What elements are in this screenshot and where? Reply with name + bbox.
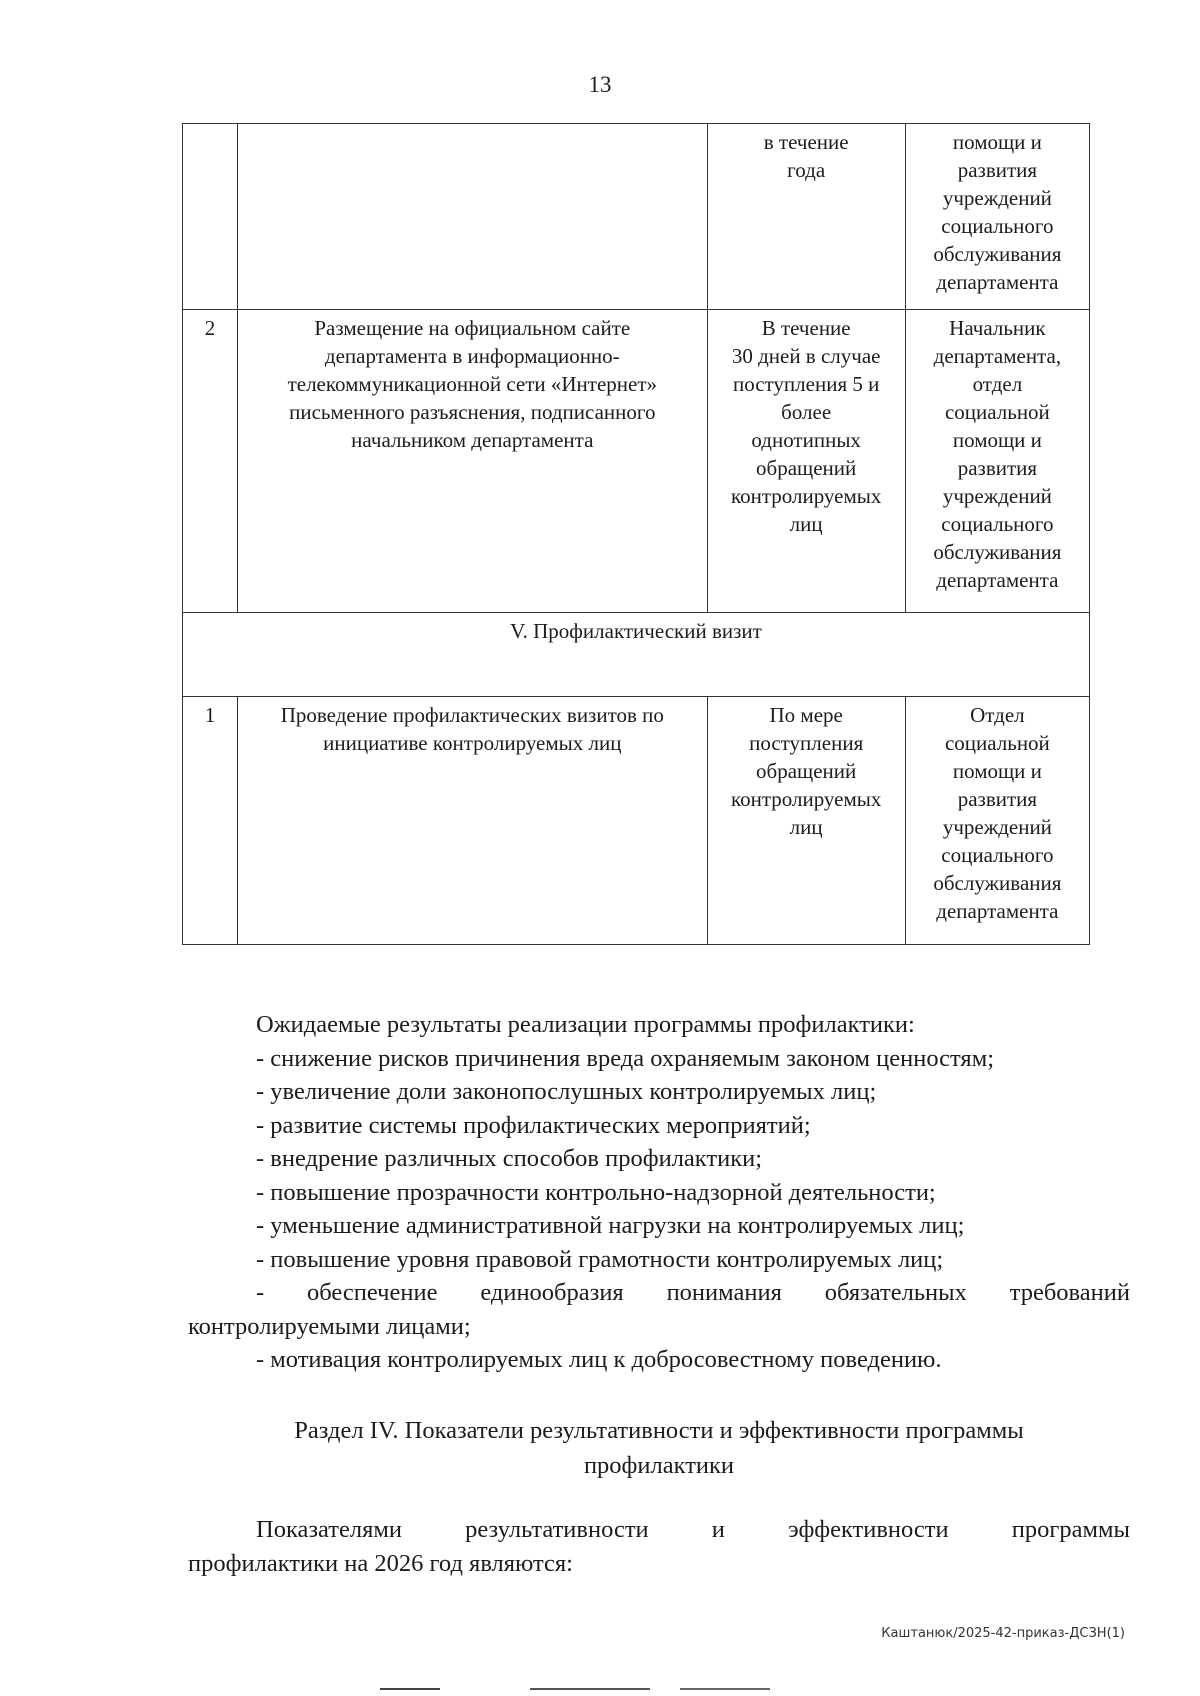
section-heading-line: профилактики (583, 1452, 735, 1479)
responsible-line: социального (941, 214, 1054, 238)
term-line: в течение (763, 130, 849, 154)
responsible-line: социальной (944, 400, 1050, 424)
term-cell (707, 310, 905, 613)
table-row (183, 124, 1090, 310)
list-item: - обеспечение единообразия понимания обязательных требований (256, 1279, 1130, 1306)
term-cell (707, 697, 905, 945)
responsible-line: Начальник (949, 316, 1046, 340)
responsible-line: отдел (972, 372, 1023, 396)
term-line: поступления 5 и (732, 372, 880, 396)
scan-artifact-lines (380, 1688, 860, 1691)
action-line: Проведение профилактических визитов по (280, 703, 664, 727)
section-heading (188, 1413, 1130, 1483)
paragraph-line: Показателями результативности и эффективности программы (256, 1516, 1130, 1543)
term-line: более (781, 400, 832, 424)
document-reference: Каштанюк/2025-42-приказ-ДСЗН(1) (881, 1626, 1125, 1641)
page-number: 13 (588, 72, 612, 97)
responsible-cell (905, 697, 1089, 945)
term-cell (707, 124, 905, 310)
responsible-line: социальной (944, 731, 1050, 755)
term-line: контролируемых (730, 484, 882, 508)
action-line: Размещение на официальном сайте (314, 316, 631, 340)
responsible-line: развития (957, 158, 1038, 182)
responsible-line: департамента (936, 270, 1059, 294)
term-line: однотипных (751, 428, 861, 452)
list-item: - увеличение доли законопослушных контролируемых лиц; (256, 1078, 877, 1105)
term-line: контролируемых (730, 787, 882, 811)
row-number-cell: 1 (183, 697, 238, 945)
row-number-cell (183, 124, 238, 310)
measures-table (182, 123, 1090, 945)
term-line: 30 дней в случае (731, 344, 881, 368)
responsible-line: помощи и (952, 428, 1042, 452)
section-title: V. Профилактический визит (183, 613, 1090, 697)
row-number-cell: 2 (183, 310, 238, 613)
paragraph-line: профилактики на 2026 год являются: (188, 1549, 573, 1577)
action-line: письменного разъяснения, подписанного (289, 400, 656, 424)
responsible-line: учреждений (942, 186, 1052, 210)
action-cell (238, 697, 708, 945)
responsible-line: департамента, (933, 344, 1062, 368)
responsible-line: социального (941, 843, 1054, 867)
list-item: - мотивация контролируемых лиц к добросовестному поведению. (256, 1346, 942, 1373)
responsible-line: развития (957, 456, 1038, 480)
term-line: В течение (761, 316, 851, 340)
responsible-line: обслуживания (933, 242, 1062, 266)
term-line: обращений (756, 759, 857, 783)
term-line: года (787, 158, 826, 182)
action-line: телекоммуникационной сети «Интернет» (287, 372, 658, 396)
responsible-line: развития (957, 787, 1038, 811)
responsible-cell (905, 310, 1089, 613)
term-line: лиц (789, 512, 823, 536)
list-item: - внедрение различных способов профилактики; (256, 1145, 763, 1172)
action-line: начальником департамента (351, 428, 594, 452)
responsible-line: Отдел (970, 703, 1025, 727)
term-line: лиц (789, 815, 823, 839)
responsible-cell (905, 124, 1089, 310)
action-line: инициативе контролируемых лиц (323, 731, 622, 755)
responsible-line: учреждений (942, 815, 1052, 839)
responsible-line: департамента (936, 899, 1059, 923)
results-intro: Ожидаемые результаты реализации программы профилактики: (256, 1011, 915, 1038)
term-line: По мере (769, 703, 843, 727)
responsible-line: помощи и (952, 759, 1042, 783)
indicators-paragraph (188, 1513, 1130, 1580)
section-row (183, 613, 1090, 697)
list-item: - снижение рисков причинения вреда охраняемым законом ценностям; (256, 1044, 995, 1072)
table-row (183, 697, 1090, 945)
action-line: департамента в информационно- (324, 344, 620, 368)
list-item: - повышение уровня правовой грамотности контролируемых лиц; (256, 1245, 944, 1273)
responsible-line: учреждений (942, 484, 1052, 508)
responsible-line: помощи и (952, 130, 1042, 154)
action-cell (238, 124, 708, 310)
list-item: - повышение прозрачности контрольно-надзорной деятельности; (256, 1178, 936, 1206)
section-heading-line: Раздел IV. Показатели результативности и эффективности программы (294, 1417, 1024, 1444)
table-row (183, 310, 1090, 613)
responsible-line: социального (941, 512, 1054, 536)
term-line: поступления (749, 731, 864, 755)
list-item-continuation: контролируемыми лицами; (188, 1312, 471, 1340)
term-line: обращений (756, 456, 857, 480)
responsible-line: обслуживания (933, 540, 1062, 564)
action-cell (238, 310, 708, 613)
responsible-line: обслуживания (933, 871, 1062, 895)
list-item: - развитие системы профилактических мероприятий; (256, 1111, 811, 1139)
responsible-line: департамента (936, 568, 1059, 592)
list-item: - уменьшение административной нагрузки на контролируемых лиц; (256, 1212, 965, 1239)
expected-results (188, 1008, 1130, 1377)
